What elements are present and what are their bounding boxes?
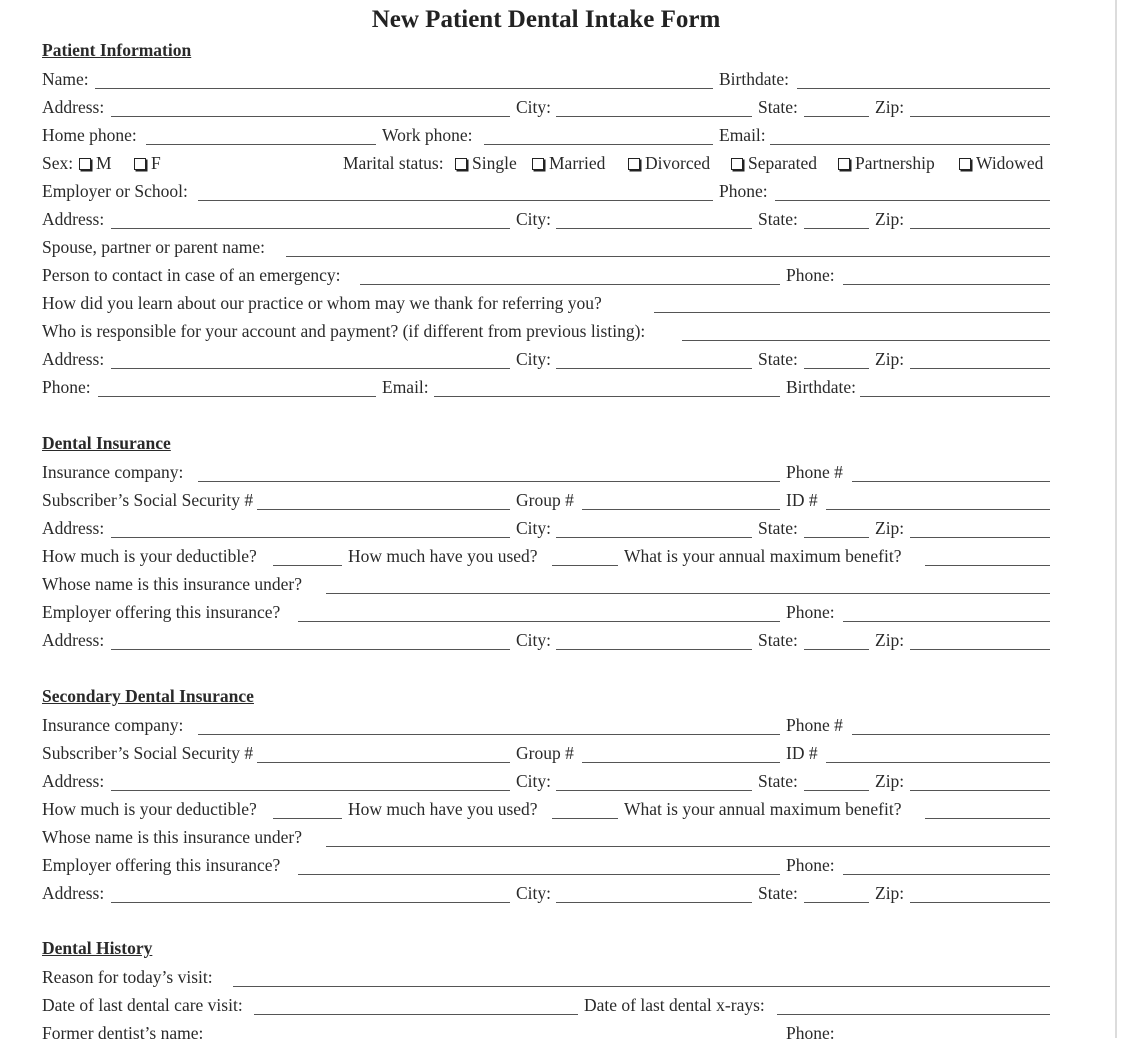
insurance-city-field[interactable] [556,537,752,538]
form-row-phones [0,124,1100,150]
marital-option-label: Widowed [976,153,1044,173]
address-label: Address: [42,518,105,538]
secondary-annual-max-field[interactable] [925,818,1050,819]
marital-option-divorced[interactable] [628,152,710,174]
sex-label: Sex: [42,153,74,173]
responsible-birthdate-field[interactable] [860,396,1050,397]
subscriber-ssn-label: Subscriber’s Social Security # [42,490,254,510]
form-row-sex-marital [0,152,1100,178]
zip-label: Zip: [875,209,905,229]
group-field[interactable] [582,509,780,510]
sex-option-m[interactable] [79,152,112,174]
secondary-insurance-company-field[interactable] [198,734,780,735]
secondary-employer-offering-field[interactable] [298,874,780,875]
birthdate-label: Birthdate: [786,377,856,397]
name-label: Name: [42,69,89,89]
city-label: City: [516,349,552,369]
form-row-emergency [0,264,1100,290]
secondary-group-field[interactable] [582,762,780,763]
employer-school-label: Employer or School: [42,181,188,201]
group-label: Group # [516,743,574,763]
secondary-insurance-city-field[interactable] [556,790,752,791]
marital-option-widowed[interactable] [959,152,1043,174]
checkbox-icon[interactable] [628,158,640,170]
referral-field[interactable] [654,312,1050,313]
marital-option-label: Divorced [645,153,711,173]
form-row-employer-offering-2 [0,854,1100,880]
page-edge-divider [1115,0,1117,1038]
address-label: Address: [42,349,105,369]
email-label: Email: [382,377,429,397]
whose-name-label: Whose name is this insurance under? [42,827,302,847]
work-phone-label: Work phone: [382,125,473,145]
city-label: City: [516,97,552,117]
former-dentist-label: Former dentist’s name: [42,1023,204,1043]
id-field[interactable] [826,509,1050,510]
form-row-reason-visit [0,966,1100,992]
sex-m-label: M [96,153,112,173]
secondary-insurance-state-field[interactable] [804,790,869,791]
responsible-party-field[interactable] [682,340,1050,341]
employer-offering-label: Employer offering this insurance? [42,855,281,875]
responsible-phone-field[interactable] [98,396,376,397]
zip-field[interactable] [910,116,1050,117]
secondary-insurance-phone-field[interactable] [852,734,1050,735]
insurance-state-field[interactable] [804,537,869,538]
state-label: State: [758,630,798,650]
employer-phone-label: Phone: [719,181,768,201]
marital-option-label: Single [472,153,517,173]
form-row-subscriber [0,489,1100,515]
state-label: State: [758,349,798,369]
deductible-field[interactable] [273,565,342,566]
form-row-former-dentist [0,1022,1100,1048]
employer-school-field[interactable] [198,200,713,201]
form-row-referral [0,292,1100,318]
marital-option-separated[interactable] [731,152,817,174]
insurance-address-field[interactable] [111,537,510,538]
state-label: State: [758,97,798,117]
deductible-label: How much is your deductible? [42,799,257,819]
secondary-deductible-field[interactable] [273,818,342,819]
address-field[interactable] [111,116,510,117]
employer-offering-label: Employer offering this insurance? [42,602,281,622]
insurance-company-label: Insurance company: [42,715,184,735]
checkbox-icon[interactable] [959,158,971,170]
city-label: City: [516,209,552,229]
secondary-employer-offering-address-field[interactable] [111,902,510,903]
spouse-label: Spouse, partner or parent name: [42,237,266,257]
responsible-zip-field[interactable] [910,368,1050,369]
work-phone-field[interactable] [484,144,713,145]
zip-label: Zip: [875,97,905,117]
address-label: Address: [42,771,105,791]
city-label: City: [516,518,552,538]
last-xrays-label: Date of last dental x-rays: [584,995,765,1015]
form-row-address [0,96,1100,122]
email-label: Email: [719,125,766,145]
employer-zip-field[interactable] [910,228,1050,229]
last-care-visit-field[interactable] [254,1014,578,1015]
sex-option-f[interactable] [134,152,161,174]
employer-offering-field[interactable] [298,621,780,622]
form-row-employer [0,180,1100,206]
employer-offering-address-field[interactable] [111,649,510,650]
marital-status-label: Marital status: [343,153,444,173]
emergency-contact-label: Person to contact in case of an emergency: [42,265,341,285]
used-label: How much have you used? [348,546,538,566]
home-phone-label: Home phone: [42,125,137,145]
city-field[interactable] [556,116,752,117]
annual-max-field[interactable] [925,565,1050,566]
form-row-employer-offering-address [0,629,1100,655]
employer-offering-phone-field[interactable] [843,621,1050,622]
former-dentist-phone-label: Phone: [786,1023,835,1043]
whose-name-field[interactable] [326,593,1050,594]
checkbox-icon[interactable] [532,158,544,170]
marital-option-label: Separated [748,153,817,173]
zip-label: Zip: [875,630,905,650]
subscriber-ssn-field[interactable] [257,509,510,510]
reason-visit-field[interactable] [233,986,1050,987]
secondary-employer-offering-phone-field[interactable] [843,874,1050,875]
employer-state-field[interactable] [804,228,869,229]
responsible-party-label: Who is responsible for your account and payment? (if different from previous listing): [42,321,646,341]
used-label: How much have you used? [348,799,538,819]
zip-label: Zip: [875,349,905,369]
home-phone-field[interactable] [146,144,376,145]
annual-max-label: What is your annual maximum benefit? [624,546,902,566]
section-heading-dental-history: Dental History [42,938,153,958]
annual-max-label: What is your annual maximum benefit? [624,799,902,819]
zip-label: Zip: [875,883,905,903]
birthdate-label: Birthdate: [719,69,789,89]
phone-label: Phone: [786,602,835,622]
form-row-spouse [0,236,1100,262]
marital-option-single[interactable] [455,152,517,174]
checkbox-icon[interactable] [731,158,743,170]
form-row-subscriber-2 [0,742,1100,768]
secondary-employer-offering-state-field[interactable] [804,902,869,903]
form-row-name [0,68,1100,94]
last-xrays-field[interactable] [777,1014,1050,1015]
address-label: Address: [42,209,105,229]
checkbox-icon[interactable] [134,158,146,170]
employer-offering-zip-field[interactable] [910,649,1050,650]
secondary-employer-offering-zip-field[interactable] [910,902,1050,903]
reason-visit-label: Reason for today’s visit: [42,967,213,987]
group-label: Group # [516,490,574,510]
form-row-insurance-address-2 [0,770,1100,796]
id-label: ID # [786,490,818,510]
secondary-used-field[interactable] [552,818,618,819]
insurance-zip-field[interactable] [910,537,1050,538]
form-row-last-visit [0,994,1100,1020]
page-title: New Patient Dental Intake Form [371,6,721,33]
form-row-whose-name-2 [0,826,1100,852]
city-label: City: [516,771,552,791]
form-row-responsible-contact [0,376,1100,402]
checkbox-icon[interactable] [79,158,91,170]
marital-option-label: Partnership [855,153,935,173]
checkbox-icon[interactable] [455,158,467,170]
employer-offering-state-field[interactable] [804,649,869,650]
form-row-deductible-2 [0,798,1100,824]
secondary-insurance-zip-field[interactable] [910,790,1050,791]
email-field[interactable] [770,144,1050,145]
section-heading-dental-insurance: Dental Insurance [42,433,171,453]
address-label: Address: [42,97,105,117]
zip-label: Zip: [875,771,905,791]
secondary-subscriber-ssn-field[interactable] [257,762,510,763]
whose-name-label: Whose name is this insurance under? [42,574,302,594]
insurance-phone-field[interactable] [852,481,1050,482]
emergency-contact-field[interactable] [360,284,780,285]
insurance-phone-label: Phone # [786,715,843,735]
state-label: State: [758,209,798,229]
insurance-company-field[interactable] [198,481,780,482]
form-row-employer-address [0,208,1100,234]
marital-option-label: Married [549,153,606,173]
sex-f-label: F [151,153,161,173]
emergency-phone-field[interactable] [843,284,1050,285]
responsible-state-field[interactable] [804,368,869,369]
form-row-insurance-company [0,461,1100,487]
city-label: City: [516,883,552,903]
subscriber-ssn-label: Subscriber’s Social Security # [42,743,254,763]
marital-option-partnership[interactable] [838,152,935,174]
secondary-employer-offering-city-field[interactable] [556,902,752,903]
form-row-employer-offering [0,601,1100,627]
birthdate-field[interactable] [797,88,1050,89]
section-heading-secondary-insurance: Secondary Dental Insurance [42,686,254,706]
form-row-insurance-address [0,517,1100,543]
phone-label: Phone: [42,377,91,397]
employer-offering-city-field[interactable] [556,649,752,650]
id-label: ID # [786,743,818,763]
form-row-insurance-company-2 [0,714,1100,740]
responsible-email-field[interactable] [434,396,780,397]
form-row-deductible [0,545,1100,571]
zip-label: Zip: [875,518,905,538]
section-heading-patient-information: Patient Information [42,40,192,60]
used-field[interactable] [552,565,618,566]
address-label: Address: [42,883,105,903]
referral-label: How did you learn about our practice or whom may we thank for referring you? [42,293,602,313]
secondary-whose-name-field[interactable] [326,846,1050,847]
name-field[interactable] [95,88,713,89]
phone-label: Phone: [786,855,835,875]
spouse-field[interactable] [286,256,1050,257]
checkbox-icon[interactable] [838,158,850,170]
form-row-employer-offering-address-2 [0,882,1100,908]
form-row-responsible-address [0,348,1100,374]
address-label: Address: [42,630,105,650]
marital-option-married[interactable] [532,152,605,174]
state-label: State: [758,883,798,903]
responsible-city-field[interactable] [556,368,752,369]
secondary-id-field[interactable] [826,762,1050,763]
employer-address-field[interactable] [111,228,510,229]
state-label: State: [758,771,798,791]
state-label: State: [758,518,798,538]
emergency-phone-label: Phone: [786,265,835,285]
state-field[interactable] [804,116,869,117]
form-row-whose-name [0,573,1100,599]
form-row-responsible [0,320,1100,346]
employer-phone-field[interactable] [775,200,1050,201]
deductible-label: How much is your deductible? [42,546,257,566]
city-label: City: [516,630,552,650]
employer-city-field[interactable] [556,228,752,229]
last-care-visit-label: Date of last dental care visit: [42,995,243,1015]
insurance-company-label: Insurance company: [42,462,184,482]
insurance-phone-label: Phone # [786,462,843,482]
responsible-address-field[interactable] [111,368,510,369]
secondary-insurance-address-field[interactable] [111,790,510,791]
